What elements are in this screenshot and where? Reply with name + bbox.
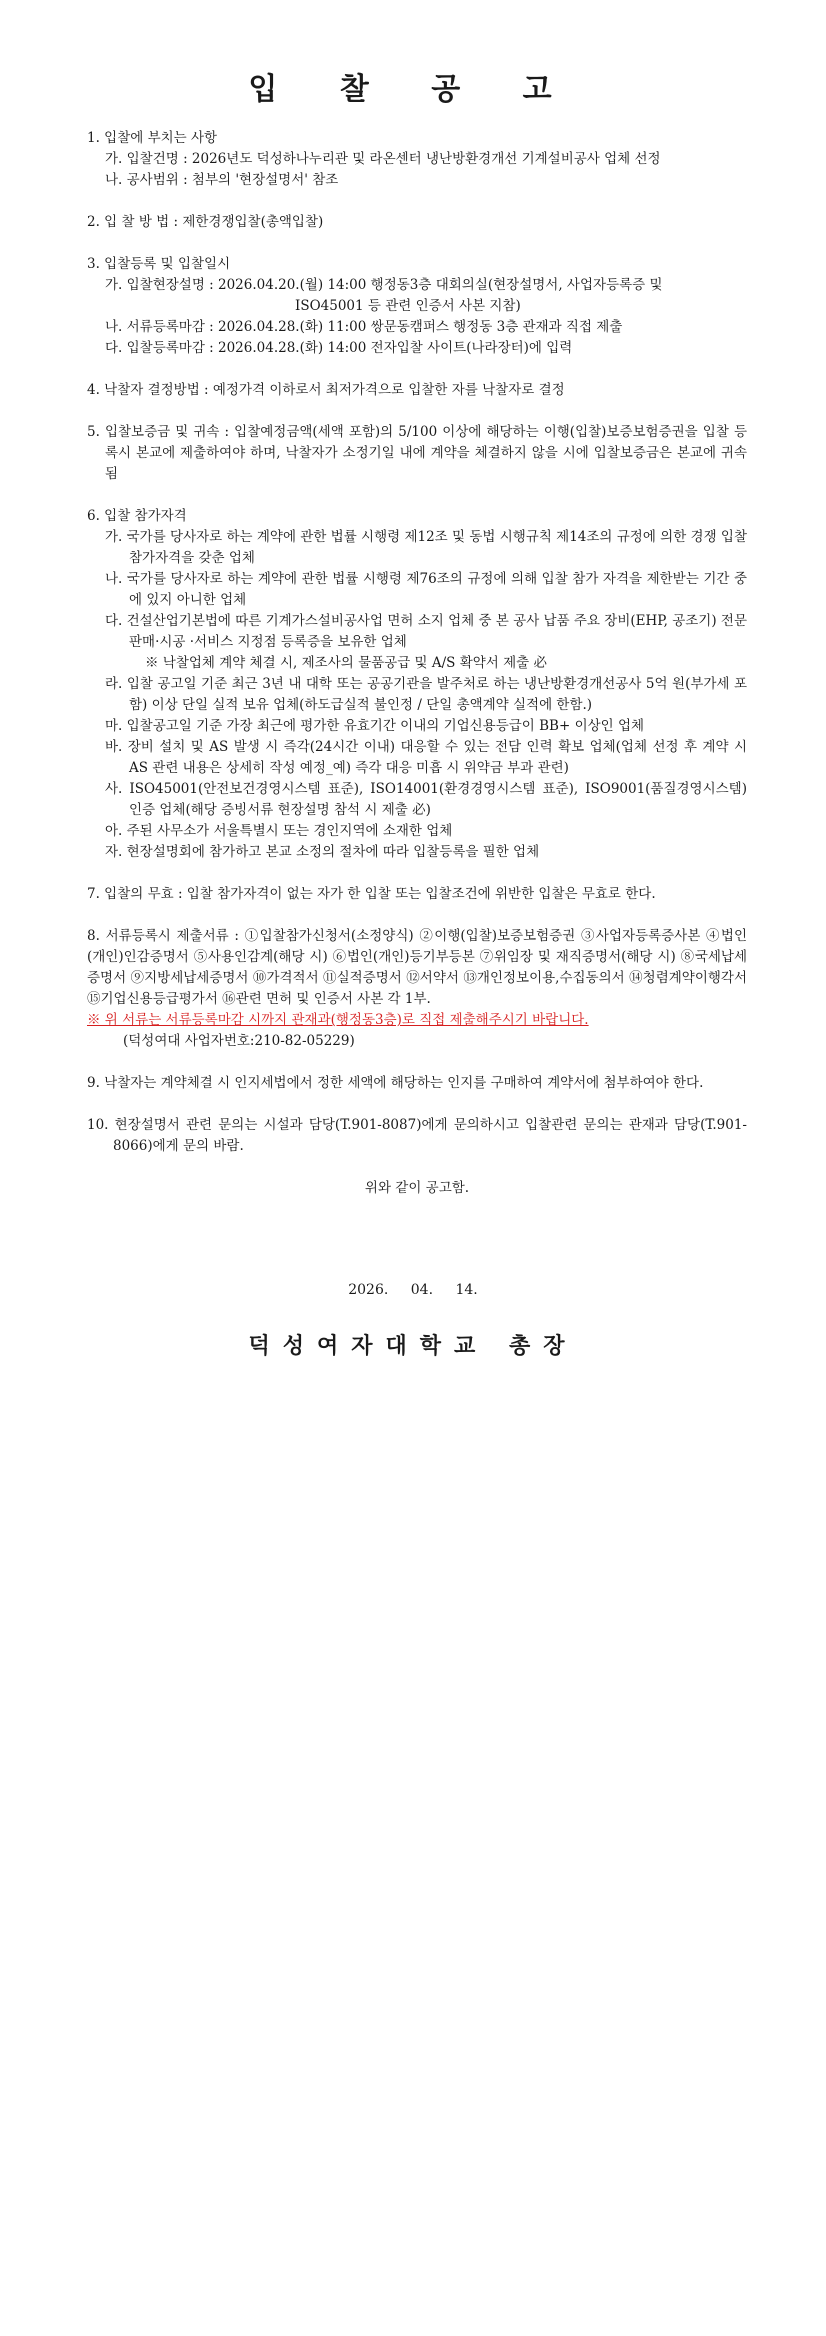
section-6-item-g: 사. ISO45001(안전보건경영시스템 표준), ISO14001(환경경영시스템 표준), ISO9001(품질경영시스템) 인증 업체(해당 증빙서류 현장설명 참석 시 제출 必): [105, 781, 747, 818]
section-6-item-c-note: ※ 낙찰업체 계약 체결 시, 제조사의 물품공급 및 A/S 확약서 제출 必: [145, 655, 547, 671]
section-3: [87, 254, 747, 359]
section-6-item-a: 가. 국가를 당사자로 하는 계약에 관한 법률 시행령 제12조 및 동법 시행규칙 제14조의 규정에 의한 경쟁 입찰 참가자격을 갖춘 업체: [105, 529, 747, 566]
section-6-item-c: 다. 건설산업기본법에 따른 기계가스설비공사업 면허 소지 업체 중 본 공사 납품 주요 장비(EHP, 공조기) 전문 판매·시공 ·서비스 지정점 등록증을 보유한 업체: [105, 613, 747, 650]
section-1-item-b: 나. 공사범위 : 첨부의 '현장설명서' 참조: [105, 172, 339, 188]
section-1: [87, 128, 747, 191]
section-9-text: 9. 낙찰자는 계약체결 시 인지세법에서 정한 세액에 해당하는 인지를 구매하여 계약서에 첨부하여야 한다.: [87, 1075, 704, 1091]
section-6-item-i: 자. 현장설명회에 참가하고 본교 소정의 절차에 따라 입찰등록을 필한 업체: [105, 844, 540, 860]
section-10: [87, 1115, 747, 1157]
section-6-item-e: 마. 입찰공고일 기준 가장 최근에 평가한 유효기간 이내의 기업신용등급이 BB+ 이상인 업체: [105, 718, 645, 734]
section-9: [87, 1073, 747, 1094]
closing-statement: 위와 같이 공고함.: [364, 1180, 470, 1196]
section-8-text: 8. 서류등록시 제출서류 : ①입찰참가신청서(소정양식) ②이행(입찰)보증보험증권 ③사업자등록증사본 ④법인(개인)인감증명서 ⑤사용인감계(해당 시) ⑥법인(개인)등기부등본 ⑦위임장 및 재직증명서(해당 시) ⑧국세납세증명서 ⑨지방세납세증명서 ⑩가격적서 ⑪실적증명서 ⑫서약서 ⑬개인정보이용,수집동의서 ⑭청렴계약이행각서 ⑮기업신용등급평가서 ⑯관련 면허 및 인증서 사본 각 1부.: [87, 928, 747, 1007]
section-8-business-number: (덕성여대 사업자번호:210-82-05229): [123, 1033, 355, 1049]
section-7: [87, 884, 747, 905]
section-8: [87, 926, 747, 1052]
section-7-text: 7. 입찰의 무효 : 입찰 참가자격이 없는 자가 한 입찰 또는 입찰조건에 위반한 입찰은 무효로 한다.: [87, 886, 656, 902]
section-6: [87, 506, 747, 863]
section-2-heading: 2. 입 찰 방 법 : 제한경쟁입찰(총액입찰): [87, 214, 324, 230]
section-5: [87, 422, 747, 485]
section-3-heading: 3. 입찰등록 및 입찰일시: [87, 256, 231, 272]
section-6-item-d: 라. 입찰 공고일 기준 최근 3년 내 대학 또는 공공기관을 발주처로 하는 냉난방환경개선공사 5억 원(부가세 포함) 이상 단일 실적 보유 업체(하도급실적 불인정 / 단일 총액계약 실적에 한함.): [105, 676, 747, 713]
section-1-heading: 1. 입찰에 부치는 사항: [87, 130, 218, 146]
section-10-text: 10. 현장설명서 관련 문의는 시설과 담당(T.901-8087)에게 문의하시고 입찰관련 문의는 관재과 담당(T.901-8066)에게 문의 바람.: [87, 1117, 747, 1154]
section-5-text: 5. 입찰보증금 및 귀속 : 입찰예정금액(세액 포함)의 5/100 이상에 해당하는 이행(입찰)보증보험증권을 입찰 등록시 본교에 제출하여야 하며, 낙찰자가 소정기일 내에 계약을 체결하지 않을 시에 입찰보증금은 본교에 귀속됨: [87, 424, 747, 482]
section-6-item-h: 아. 주된 사무소가 서울특별시 또는 경인지역에 소재한 업체: [105, 823, 453, 839]
section-8-red-notice: ※ 위 서류는 서류등록마감 시까지 관재과(행정동3층)로 직접 제출해주시기 바랍니다.: [87, 1012, 589, 1028]
notice-date: 2026. 04. 14.: [348, 1282, 478, 1298]
section-3-item-a-cont: ISO45001 등 관련 인증서 사본 지참): [295, 298, 521, 314]
section-2: [87, 212, 747, 233]
section-3-item-c: 다. 입찰등록마감 : 2026.04.28.(화) 14:00 전자입찰 사이트(나라장터)에 입력: [105, 340, 573, 356]
section-3-item-a: 가. 입찰현장설명 : 2026.04.20.(월) 14:00 행정동3층 대회의실(현장설명서, 사업자등록증 및: [105, 277, 663, 293]
section-1-item-a: 가. 입찰건명 : 2026년도 덕성하나누리관 및 라온센터 냉난방환경개선 기계설비공사 업체 선정: [105, 151, 661, 167]
section-6-item-f: 바. 장비 설치 및 AS 발생 시 즉각(24시간 이내) 대응할 수 있는 전담 인력 확보 업체(업체 선정 후 계약 시 AS 관련 내용은 상세히 작성 예정_예) 즉각 대응 미흡 시 위약금 부과 관련): [105, 739, 747, 776]
section-6-heading: 6. 입찰 참가자격: [87, 508, 187, 524]
issuer-name: 덕성여자대학교 총장: [248, 1333, 578, 1359]
section-4-heading: 4. 낙찰자 결정방법 : 예정가격 이하로서 최저가격으로 입찰한 자를 낙찰자로 결정: [87, 382, 565, 398]
section-6-item-b: 나. 국가를 당사자로 하는 계약에 관한 법률 시행령 제76조의 규정에 의해 입찰 참가 자격을 제한받는 기간 중에 있지 아니한 업체: [105, 571, 747, 608]
section-4: [87, 380, 747, 401]
notice-body: [87, 128, 747, 1199]
document-title: 입 찰 공 고: [248, 72, 578, 107]
section-3-item-b: 나. 서류등록마감 : 2026.04.28.(화) 11:00 쌍문동캠퍼스 행정동 3층 관재과 직접 제출: [105, 319, 623, 335]
